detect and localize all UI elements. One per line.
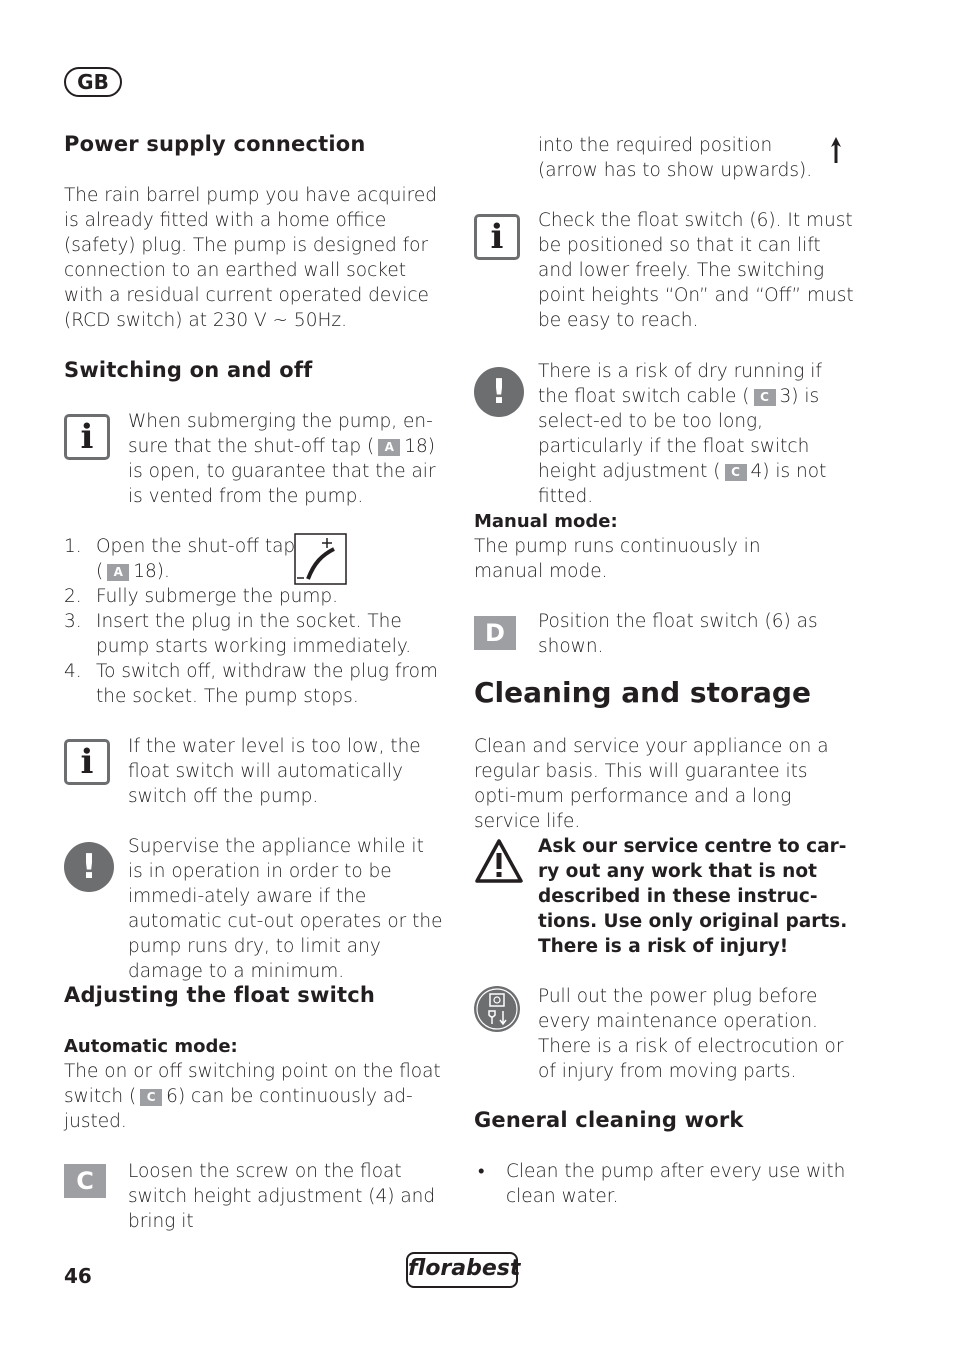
- figure-d-label: D: [474, 616, 516, 650]
- steps-list: [64, 534, 448, 709]
- unplug-note: Pull out the power plug before every maintenance operation. There is a risk of electrocution or of injury from moving parts.: [538, 986, 844, 1082]
- cleaning-storage-heading: Cleaning and storage: [474, 676, 811, 709]
- bullet-icon: •: [478, 1161, 485, 1182]
- figure-ref-c: C: [140, 1089, 162, 1106]
- arrow-up-icon: [829, 135, 843, 169]
- warning-note-supervise: Supervise the appliance while it is in operation in order to be immedi-ately aware if the automatic cut-out operates or the pump runs dry, to limit any damage to a minimum.: [128, 836, 443, 982]
- warning-icon: !: [474, 367, 524, 417]
- automatic-mode-heading: Automatic mode:: [64, 1036, 238, 1057]
- page-number: 46: [64, 1264, 92, 1288]
- figure-ref-c: C: [754, 389, 776, 406]
- unplug-icon: [473, 985, 521, 1037]
- manual-mode-heading: Manual mode:: [474, 511, 618, 532]
- continued-text: into the required position (arrow has to show upwards).: [538, 135, 813, 181]
- figure-ref-a: A: [378, 439, 400, 456]
- manual-mode-text: The pump runs continuously in manual mode.: [474, 536, 761, 582]
- general-cleaning-heading: General cleaning work: [474, 1108, 744, 1132]
- figure-ref-c: C: [725, 464, 747, 481]
- info-note-water-level: If the water level is too low, the float switch will automatically switch off the pump.: [128, 736, 421, 807]
- tap-symbol-icon: [294, 533, 347, 589]
- info-note-check-float: Check the float switch (6). It must be positioned so that it can lift and lower freely. The switching point heights “On” and “Off” must be easy to reach.: [538, 210, 854, 331]
- info-note-submerge: When submerging the pump, en-sure that the shut-off tap ( A 18) is open, to guarantee that the air is vented from the pump.: [128, 411, 436, 507]
- power-supply-heading: Power supply connection: [64, 132, 366, 156]
- warning-note-dry-running: There is a risk of dry running if the float switch cable ( C 3) is select-ed to be too long, particularly if the float switch height adjustment ( C 4) is not fitted.: [538, 361, 827, 507]
- automatic-mode-text: The on or off switching point on the float switch ( C 6) can be continuously ad-justed.: [64, 1061, 441, 1132]
- caution-triangle-icon: [474, 838, 524, 888]
- figure-c-text: Loosen the screw on the float switch height adjustment (4) and bring it: [128, 1161, 436, 1232]
- figure-ref-a: A: [107, 564, 129, 581]
- figure-c-label: C: [64, 1164, 106, 1198]
- figure-d-text: Position the float switch (6) as shown.: [538, 611, 818, 657]
- list-item: 3. Insert the plug in the socket. The pump starts working immediately.: [64, 611, 412, 657]
- power-supply-text: The rain barrel pump you have acquired is already fitted with a home office (safety) plug. The pump is designed for connection to an earthed wall socket with a residual current operated device (RCD switch) at 230 V ~ 50Hz.: [64, 185, 437, 331]
- switching-heading: Switching on and off: [64, 358, 313, 382]
- info-icon: i: [64, 739, 110, 785]
- list-item: 4. To switch off, withdraw the plug from the socket. The pump stops.: [64, 661, 438, 707]
- warning-icon: !: [64, 842, 114, 892]
- list-item: 2. Fully submerge the pump.: [64, 586, 338, 607]
- info-icon: i: [474, 214, 520, 260]
- language-badge: GB: [64, 67, 122, 97]
- caution-note-service: Ask our service centre to car-ry out any work that is not described in these instruc-tions. Use only original parts. There is a risk of injury!: [538, 836, 848, 957]
- cleaning-storage-text: Clean and service your appliance on a regular basis. This will guarantee its opti-mum performance and a long service life.: [474, 736, 829, 832]
- list-item: • Clean the pump after every use with clean water.: [478, 1161, 846, 1207]
- info-icon: i: [64, 414, 110, 460]
- float-switch-heading: Adjusting the float switch: [64, 983, 376, 1007]
- brand-logo: florabest: [406, 1252, 518, 1288]
- list-item: 1. Open the shut-off tap ( A 18).: [64, 536, 296, 582]
